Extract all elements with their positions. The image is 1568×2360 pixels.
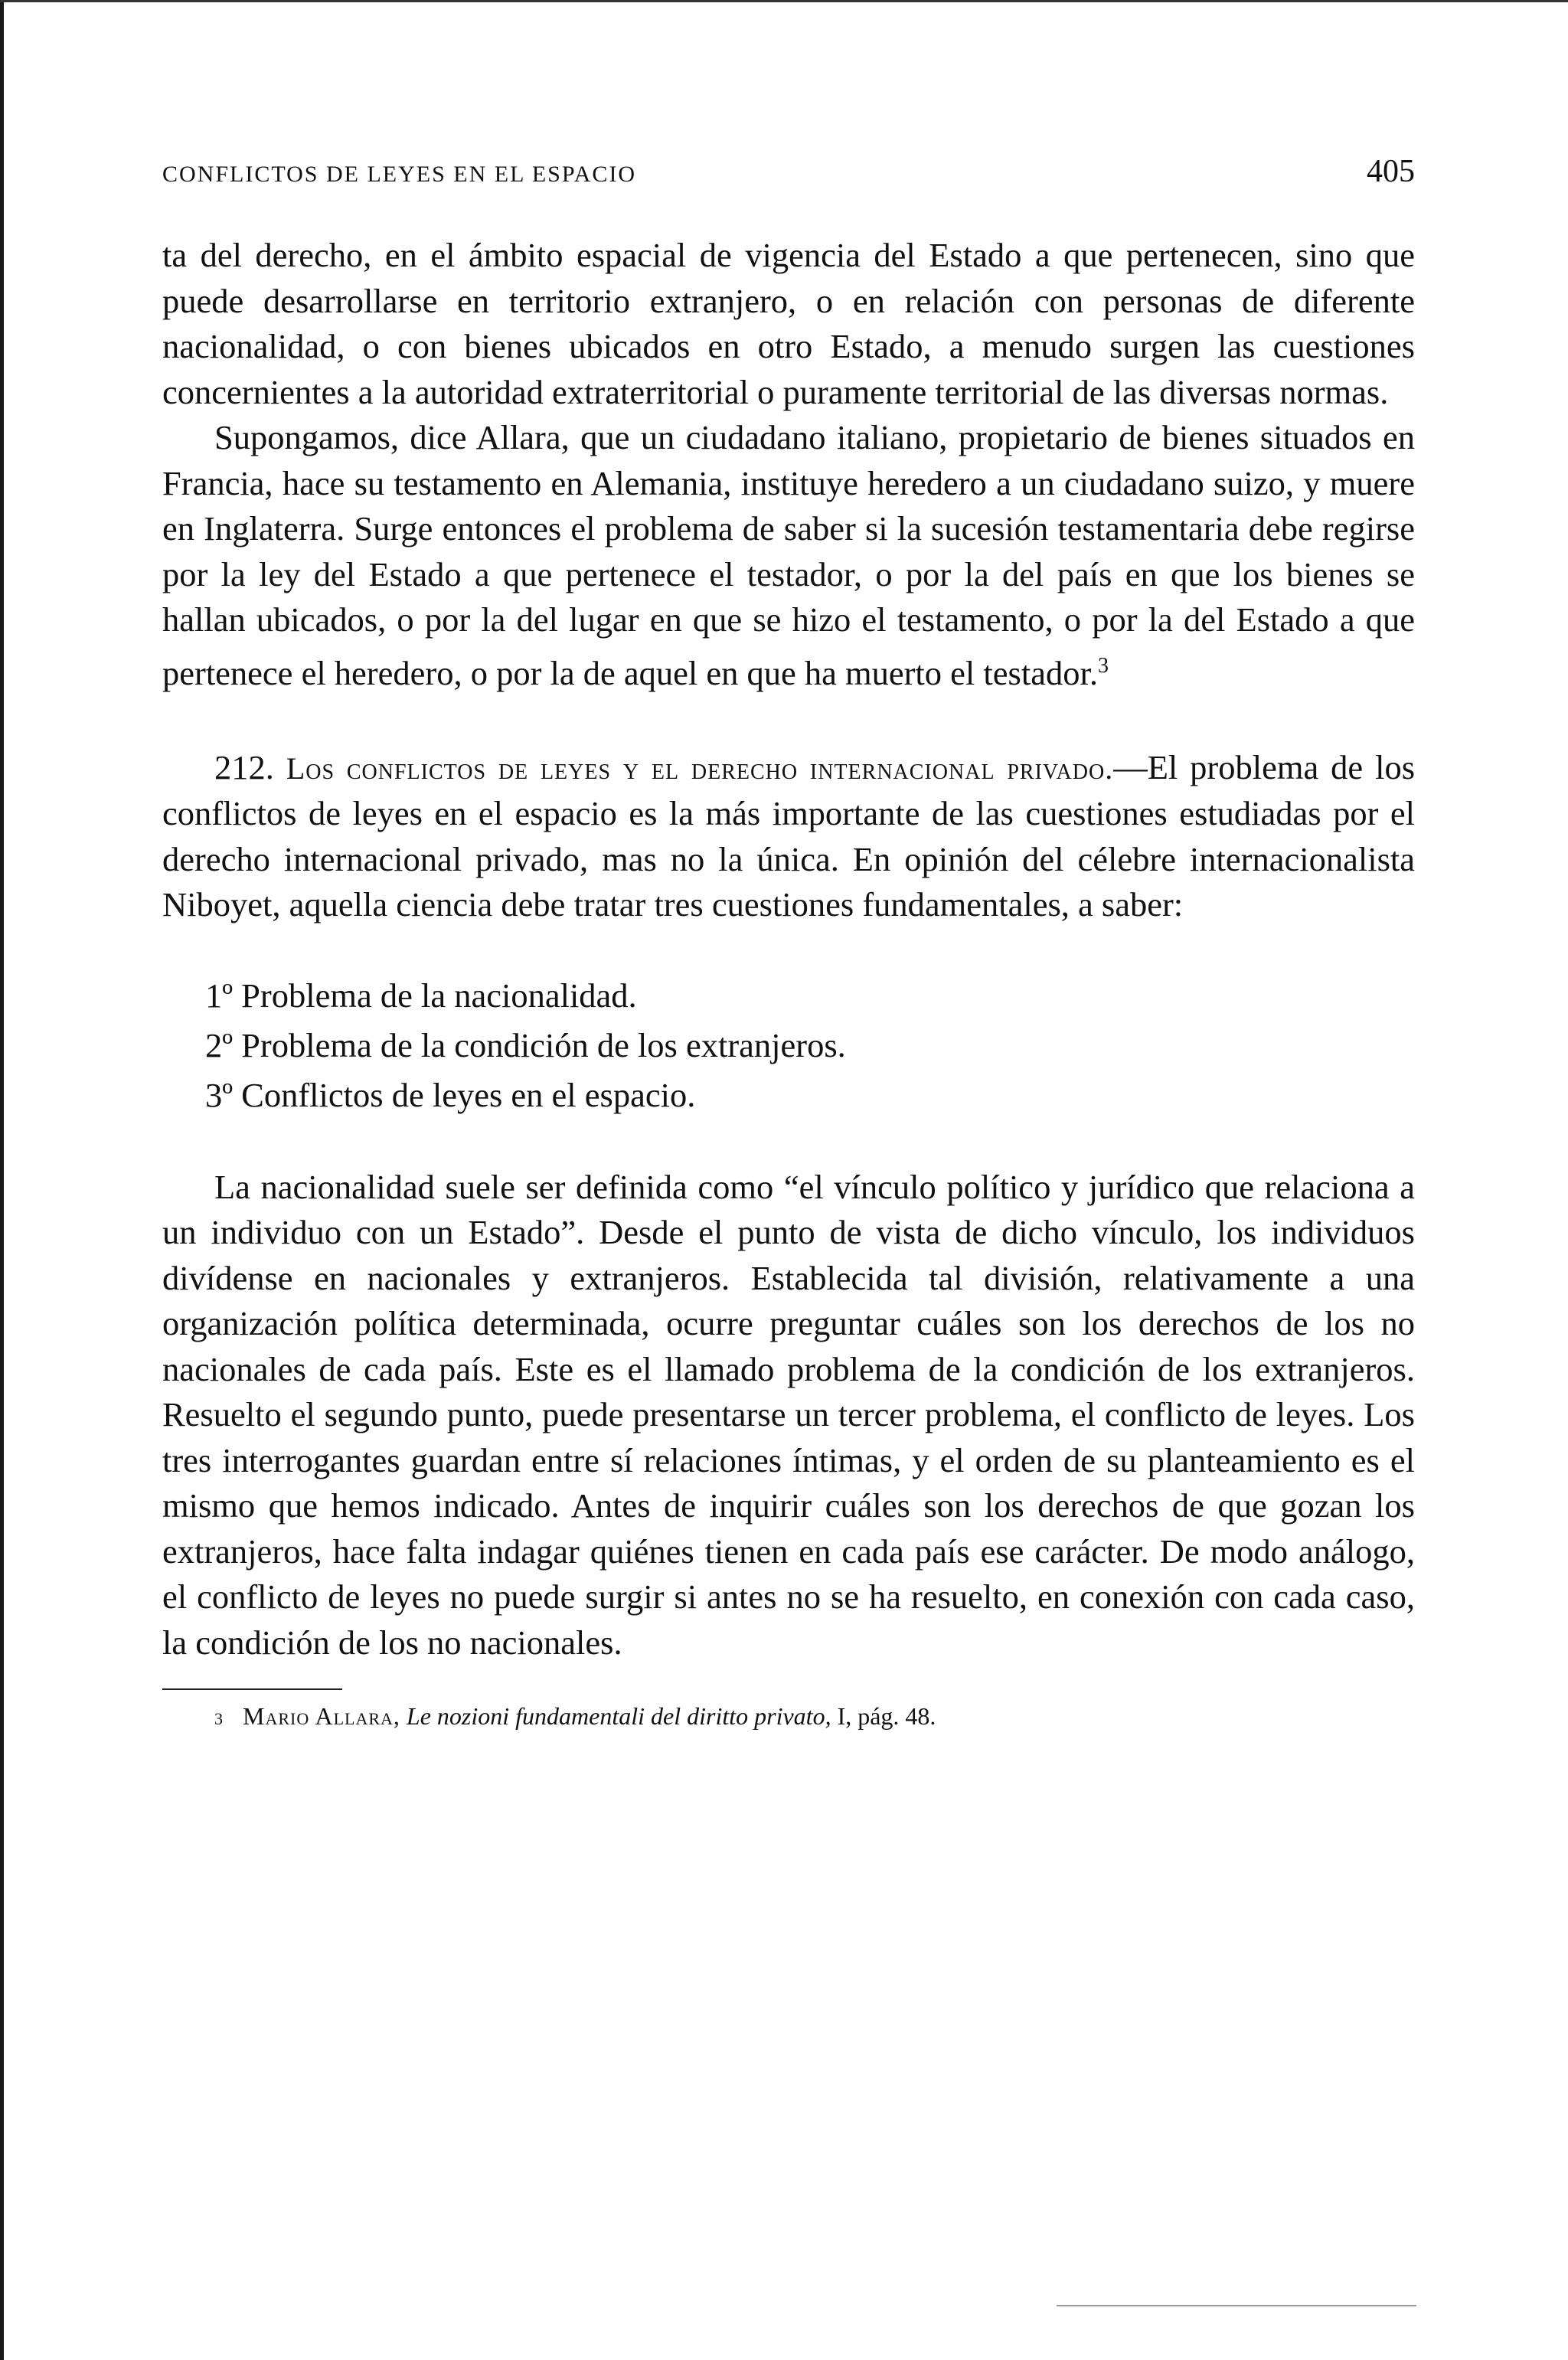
- paragraph-continuation: [162, 233, 1415, 415]
- list-item: 1º Problema de la nacionalidad.: [205, 976, 637, 1015]
- section-212: [162, 745, 1415, 928]
- scan-edge-top: [0, 0, 1568, 2]
- footnote-author: Mario Allara,: [243, 1702, 400, 1731]
- page-number: 405: [1367, 154, 1415, 189]
- list-item: 3º Conflictos de leyes en el espacio.: [205, 1075, 696, 1114]
- list-item: 2º Problema de la condición de los extranjeros.: [205, 1025, 846, 1064]
- running-title: CONFLICTOS DE LEYES EN EL ESPACIO: [162, 162, 637, 187]
- scan-bottom-rule: [1057, 2305, 1416, 2306]
- paragraph-nacionalidad: [162, 1165, 1415, 1666]
- paragraph-3-text: La nacionalidad suele ser definida como “el vínculo político y jurídico que relaciona a un individuo con un Estado”. Desde el punto de vista de dicho vínculo, los individuos divídense en nacionales y extranjeros. Establecida tal división, relativamente a una organización política determinada, ocurre preguntar cuáles son los derechos de los no nacionales de cada país. Este es el llamado problema de la condición de los extranjeros. Resuelto el segundo punto, puede presentarse un tercer problema, el conflicto de leyes. Los tres interrogantes guardan entre sí relaciones íntimas, y el orden de su planteamiento es el mismo que hemos indicado. Antes de inquirir cuáles son los derechos de que gozan los extranjeros, hace falta indagar quiénes tienen en cada país ese carácter. De modo análogo, el conflicto de leyes no puede surgir si antes no se ha resuelto, en conexión con cada caso, la condición de los no nacionales.: [162, 1167, 1415, 1662]
- footnote-divider: [162, 1688, 342, 1690]
- paragraph-2-text: Supongamos, dice Allara, que un ciudadano italiano, propietario de bienes situados en Francia, hace su testamento en Alemania, instituye heredero a un ciudadano suizo, y muere en Inglaterra. Surge entonces el problema de saber si la sucesión testamentaria debe regirse por la ley del Estado a que pertenece el testador, o por la del país en que los bienes se hallan ubicados, o por la del lugar en que se hizo el testamento, o por la del Estado a que pertenece el heredero, o por la de aquel en que ha muerto el testador.: [162, 418, 1415, 692]
- footnote-mark: 3: [214, 1709, 223, 1729]
- section-title: Los conflictos de leyes y el derecho internacional privado.: [286, 750, 1114, 786]
- footnote-reference-detail: I, pág. 48.: [837, 1702, 936, 1731]
- fundamental-questions-list: [162, 971, 1415, 1120]
- scan-edge-left: [0, 0, 4, 2360]
- section-text: —El problema de los conflictos de leyes en el espacio es la más importante de las cuestiones estudiadas por el derecho internacional privado, mas no la única. En opinión del célebre internacionalista Niboyet, aquella ciencia debe tratar tres cuestiones fundamentales, a saber:: [162, 747, 1416, 924]
- footnote-work-title: Le nozioni fundamentali del diritto privato,: [406, 1702, 831, 1731]
- running-head: [162, 153, 1415, 190]
- paragraph-allara-example: [162, 415, 1415, 696]
- book-page: [162, 153, 1415, 1736]
- footnote: [162, 1699, 1415, 1736]
- footnote-reference[interactable]: 3: [1097, 653, 1109, 678]
- section-number: 212.: [214, 747, 274, 786]
- paragraph-1-text: ta del derecho, en el ámbito espacial de vigencia del Estado a que pertenecen, sino que puede desarrollarse en territorio extranjero, o en relación con personas de diferente nacionalidad, o con bienes ubicados en otro Estado, a menudo surgen las cuestiones concernientes a la autoridad extraterritorial o puramente territorial de las diversas normas.: [162, 236, 1415, 411]
